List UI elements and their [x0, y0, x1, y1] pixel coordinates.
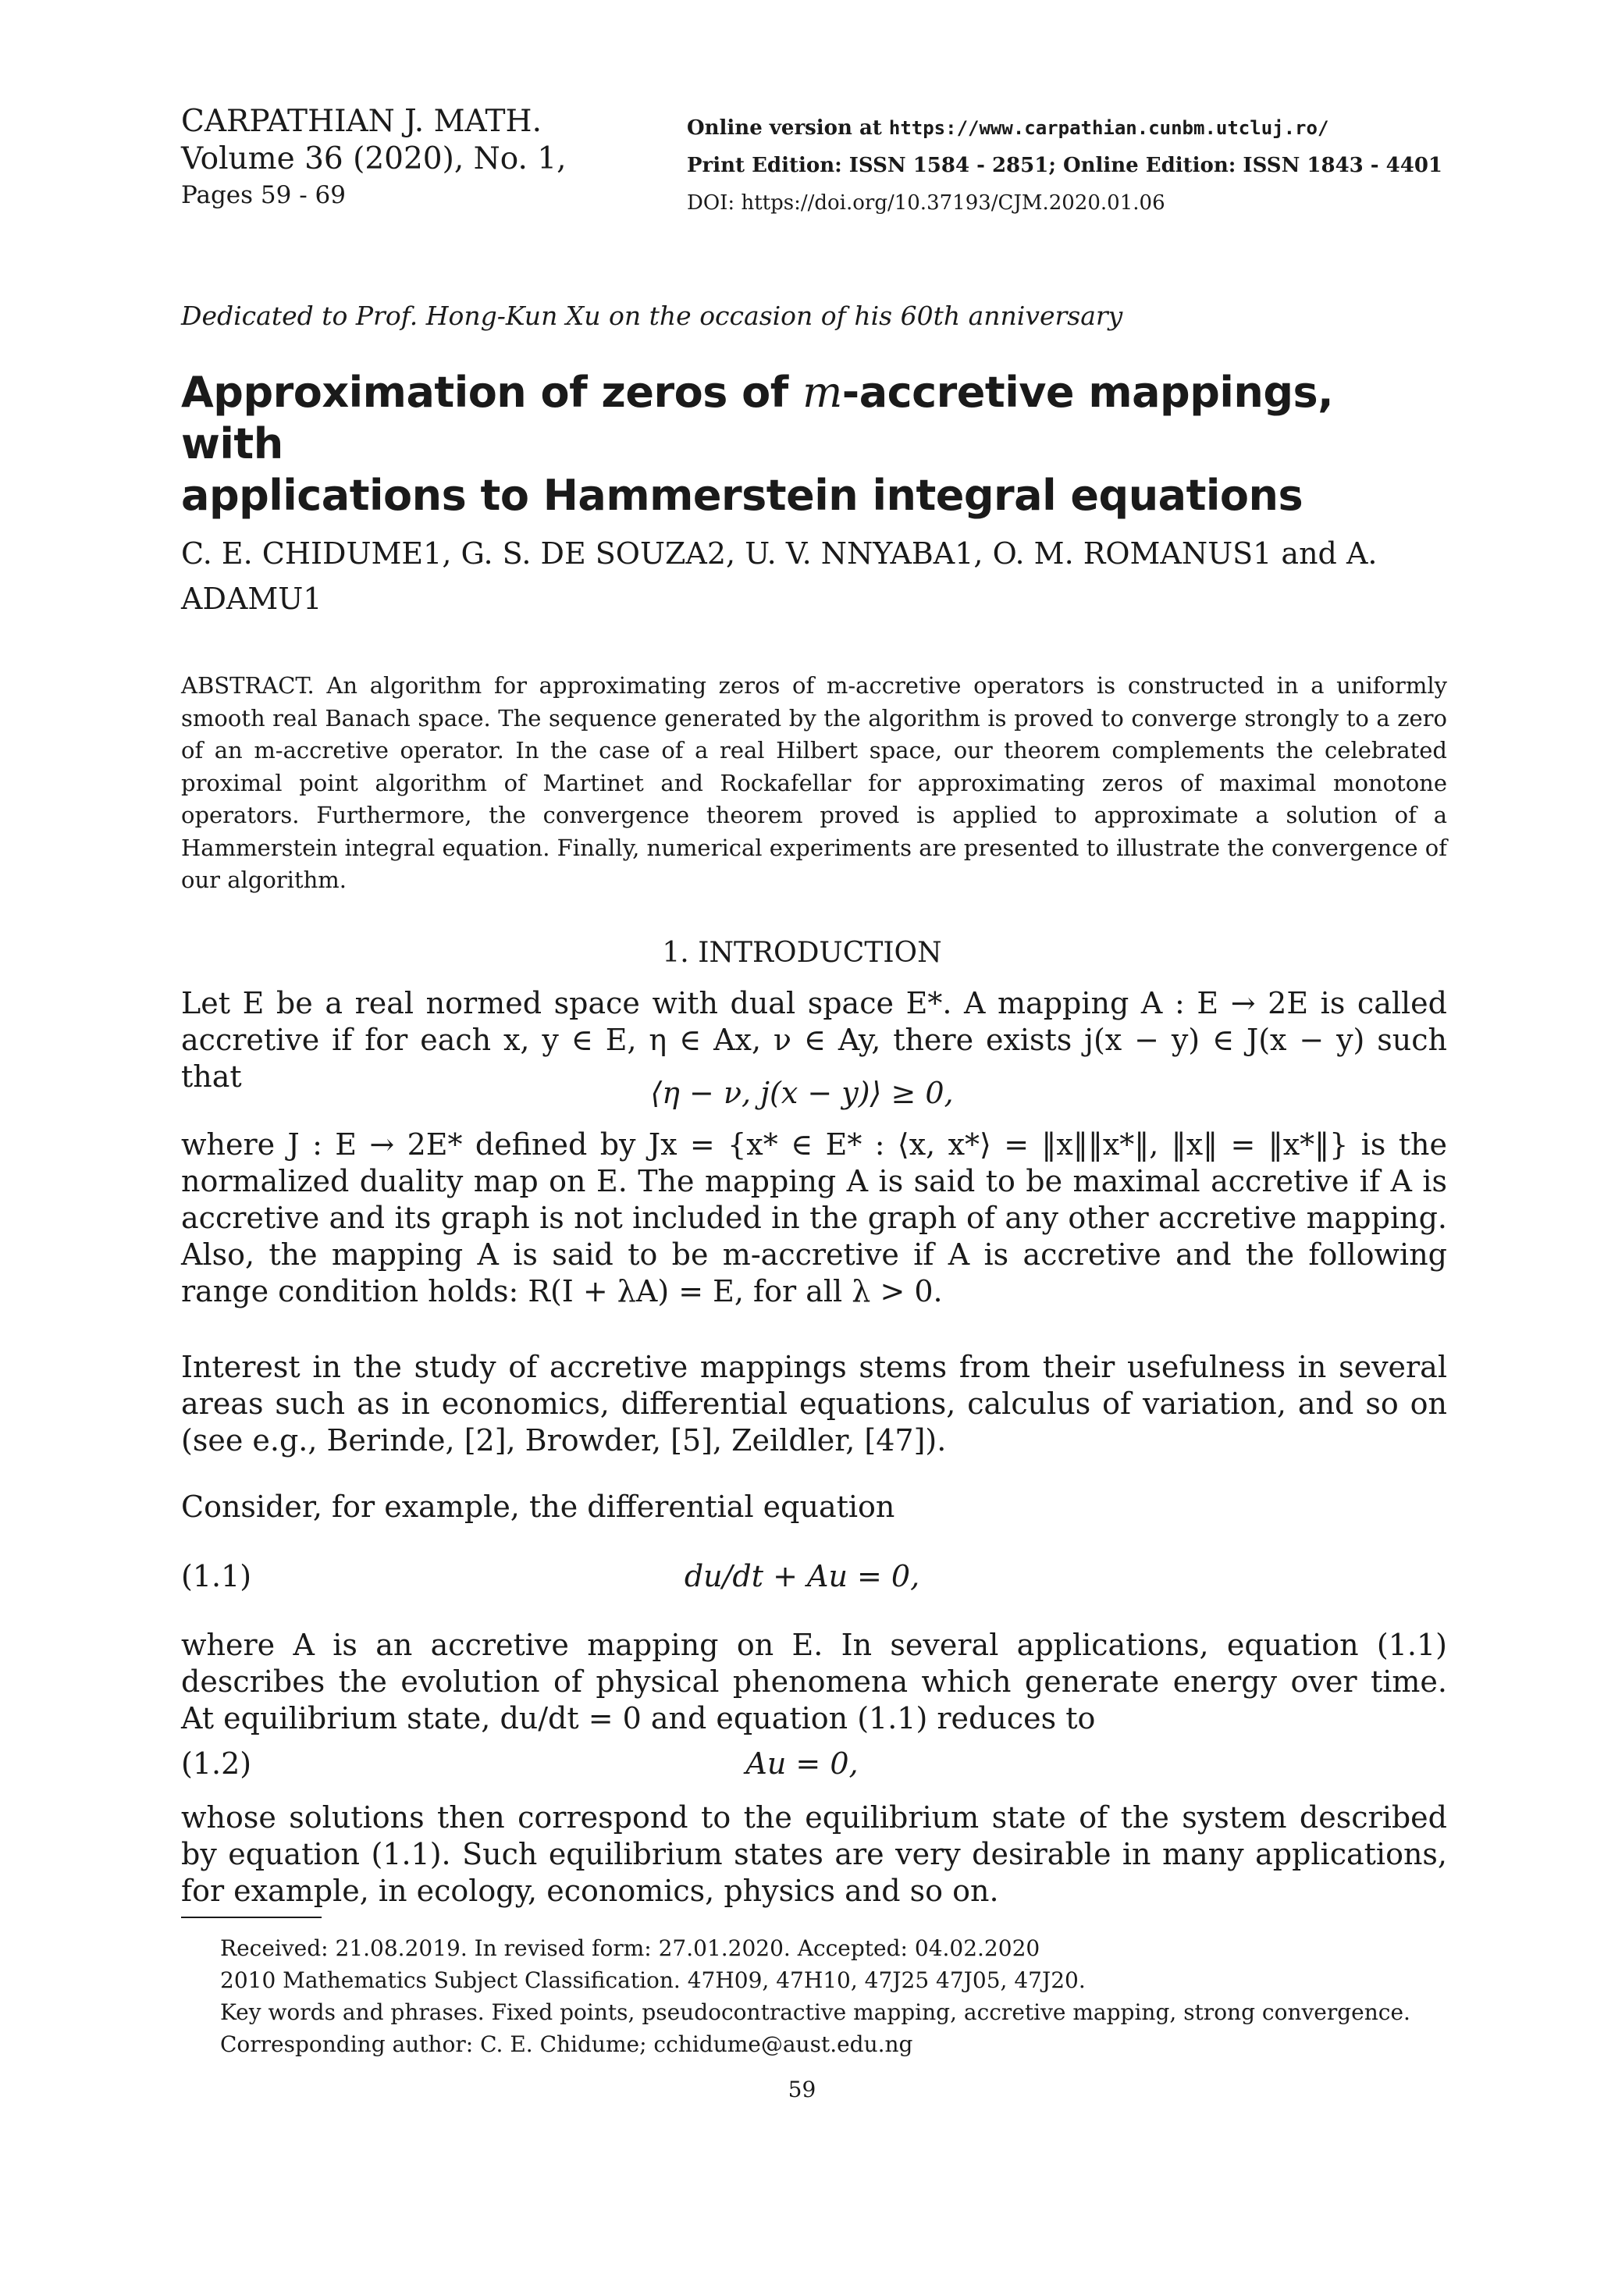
keywords: Key words and phrases. Fixed points, pseudocontractive mapping, accretive mapping, strong convergence.: [220, 1999, 1410, 2025]
dedication: Dedicated to Prof. Hong-Kun Xu on the occasion of his 60th anniversary: [181, 301, 1123, 331]
page-number: 59: [788, 2077, 816, 2102]
equation-number-1-1: (1.1): [181, 1559, 252, 1593]
equation-1-2: Au = 0,: [745, 1746, 859, 1781]
author-list: C. E. CHIDUME1, G. S. DE SOUZA2, U. V. NNYABA1, O. M. ROMANUS1 and A. ADAMU1: [181, 536, 1378, 616]
issn-line: Print Edition: ISSN 1584 - 2851; Online Edition: ISSN 1843 - 4401: [687, 154, 1443, 177]
paragraph-4: Consider, for example, the differential equation: [181, 1490, 895, 1524]
paragraph-5: where A is an accretive mapping on E. In several applications, equation (1.1) describes the evolution of physical phenomena which generate energy over time. At equilibrium state, du/dt = 0 and equation (1.1) reduces to: [181, 1628, 1447, 1735]
abstract-text: An algorithm for approximating zeros of m-accretive operators is constructed in a uniformly smooth real Banach space. The sequence generated by the algorithm is proved to converge strongly to a zero of an m-accretive operator. In the case of a real Hilbert space, our theorem complements the celebrated proximal point algorithm of Martinet and Rockafellar for approximating zeros of maximal monotone operators. Furthermore, the convergence theorem proved is applied to approximate a solution of a Hammerstein integral equation. Finally, numerical experiments are presented to illustrate the convergence of our algorithm.: [181, 672, 1448, 893]
footnote-rule: [181, 1917, 322, 1918]
online-version: Online version at https://www.carpathian.cunbm.utcluj.ro/: [687, 116, 1329, 140]
page-range: Pages 59 - 69: [181, 181, 346, 209]
display-equation: ⟨η − ν, j(x − y)⟩ ≥ 0,: [650, 1076, 954, 1110]
equation-1-1: du/dt + Au = 0,: [684, 1559, 920, 1593]
footnotes: [220, 1932, 1453, 2060]
equation-number-1-2: (1.2): [181, 1746, 252, 1781]
edition-info: [687, 109, 1442, 222]
abstract: [181, 670, 1447, 897]
journal-header: [181, 103, 567, 212]
paragraph-6: whose solutions then correspond to the equilibrium state of the system described by equation (1.1). Such equilibrium states are very desirable in many applications, for example, in ecology, economics, physics and so on.: [181, 1800, 1447, 1908]
corresponding-author: Corresponding author: C. E. Chidume; cchidume@aust.edu.ng: [220, 2031, 913, 2057]
paragraph-3: Interest in the study of accretive mappings stems from their usefulness in several areas such as in economics, differential equations, calculus of variation, and so on (see e.g., Berinde, [2], Browder, [5], Zeildler, [47]).: [181, 1350, 1447, 1458]
doi-line[interactable]: DOI: https://doi.org/10.37193/CJM.2020.01.06: [687, 191, 1165, 215]
paragraph-2: where J : E → 2E* defined by Jx = {x* ∈ E* : ⟨x, x*⟩ = ‖x‖‖x*‖, ‖x‖ = ‖x*‖} is the normalized duality map on E. The mapping A is said to be maximal accretive if A is accretive and its graph is not included in the graph of any other accretive mapping. Also, the mapping A is said to be m-accretive if A is accretive and the following range condition holds: R(I + λA) = E, for all λ > 0.: [181, 1127, 1447, 1308]
section-heading: 1. INTRODUCTION: [662, 937, 942, 969]
volume-line: Volume 36 (2020), No. 1,: [181, 141, 567, 176]
msc-classification: 2010 Mathematics Subject Classification. 47H09, 47H10, 47J25 47J05, 47J20.: [220, 1967, 1086, 1993]
journal-name: CARPATHIAN J. MATH.: [181, 104, 542, 139]
received-dates: Received: 21.08.2019. In revised form: 27.01.2020. Accepted: 04.02.2020: [220, 1935, 1040, 1961]
abstract-label: ABSTRACT.: [181, 672, 315, 699]
paper-title: Approximation of zeros of m-accretive mappings, with applications to Hammerstein integral equations: [181, 368, 1334, 520]
paragraph-1: Let E be a real normed space with dual space E*. A mapping A : E → 2E is called accretive if for each x, y ∈ E, η ∈ Ax, ν ∈ Ay, there exists j(x − y) ∈ J(x − y) such that: [181, 986, 1447, 1094]
online-url-link[interactable]: https://www.carpathian.cunbm.utcluj.ro/: [888, 117, 1329, 139]
